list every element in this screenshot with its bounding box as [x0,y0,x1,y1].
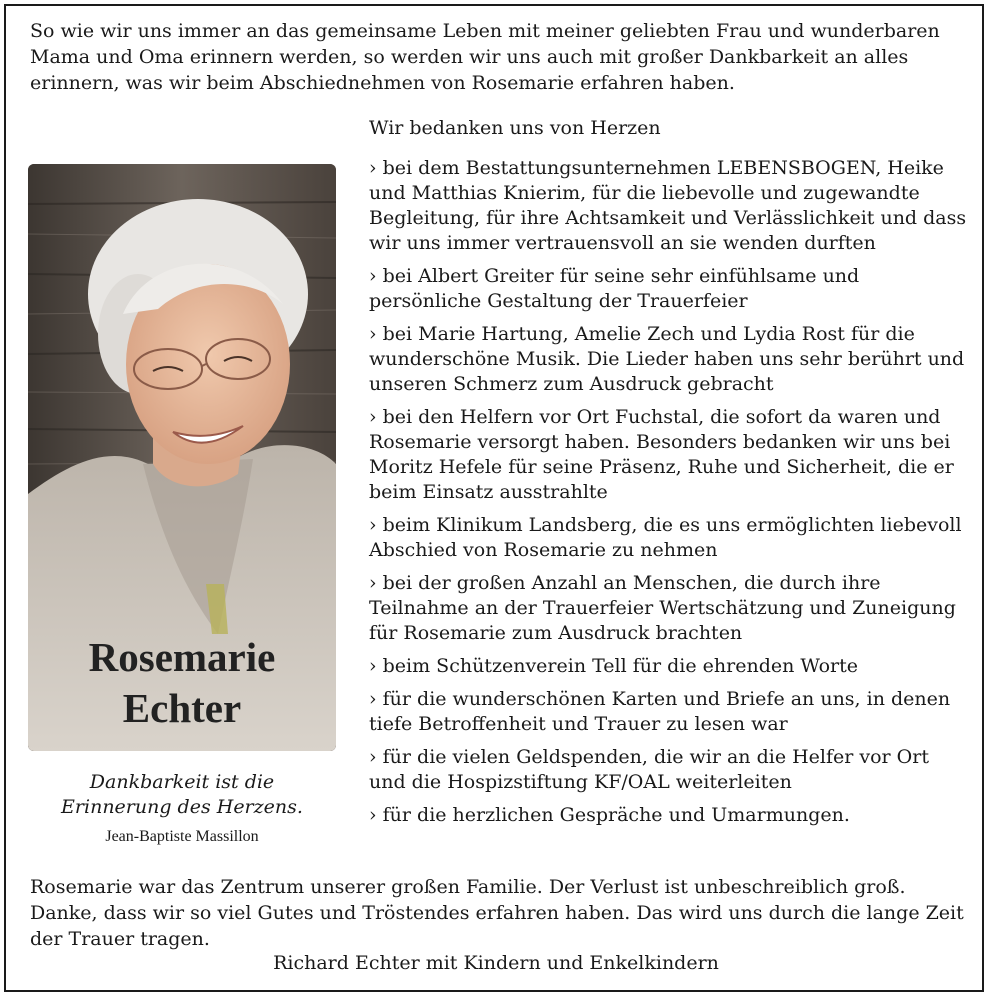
thanks-list [369,156,969,836]
memorial-quote [28,770,336,820]
signature: Richard Echter mit Kindern und Enkelkindern [273,952,719,974]
thanks-heading: Wir bedanken uns von Herzen [369,117,661,139]
thanks-item: › für die wunderschönen Karten und Briefe an uns, in denen tiefe Betroffenheit und Trauer zu lesen war [369,687,969,737]
quote-author: Jean-Baptiste Massillon [105,828,259,845]
thanks-item: › bei dem Bestattungsunternehmen LEBENSBOGEN, Heike und Matthias Knierim, für die liebevolle und zugewandte Begleitung, für ihre Achtsamkeit und Verlässlichkeit und dass wir uns immer vertrauensvoll an sie wenden durften [369,156,969,256]
thanks-item: › bei Albert Greiter für seine sehr einfühlsame und persönliche Gestaltung der Trauerfeier [369,264,969,314]
portrait-last-name: Echter [122,685,242,731]
portrait-photo [28,164,336,751]
closing-paragraph: Rosemarie war das Zentrum unserer großen Familie. Der Verlust ist unbeschreiblich groß. Danke, dass wir so viel Gutes und Tröstendes erfahren haben. Das wird uns durch die lange Zeit der Trauer tragen. [30,876,964,950]
intro-paragraph: So wie wir uns immer an das gemeinsame Leben mit meiner geliebten Frau und wunderbaren Mama und Oma erinnern werden, so werden wir uns auch mit großer Dankbarkeit an alles erinnern, was wir beim Abschiednehmen von Rosemarie erfahren haben. [30,20,940,94]
portrait-first-name: Rosemarie [88,634,276,680]
thanks-item: › bei der großen Anzahl an Menschen, die durch ihre Teilnahme an der Trauerfeier Wertschätzung und Zuneigung für Rosemarie zum Ausdruck brachten [369,571,969,646]
thanks-item: › bei den Helfern vor Ort Fuchstal, die sofort da waren und Rosemarie versorgt haben. Besonders bedanken wir uns bei Moritz Hefele für seine Präsenz, Ruhe und Sicherheit, die er beim Einsatz ausstrahlte [369,405,969,505]
quote-line: Dankbarkeit ist die [89,771,275,793]
thanks-item: › beim Klinikum Landsberg, die es uns ermöglichten liebevoll Abschied von Rosemarie zu nehmen [369,513,969,563]
thanks-item: › für die herzlichen Gespräche und Umarmungen. [369,803,969,828]
quote-line: Erinnerung des Herzens. [61,796,303,818]
thanks-item: › bei Marie Hartung, Amelie Zech und Lydia Rost für die wunderschöne Musik. Die Lieder haben uns sehr berührt und unseren Schmerz zum Ausdruck gebracht [369,322,969,397]
portrait-illustration [28,164,336,751]
thanks-item: › beim Schützenverein Tell für die ehrenden Worte [369,654,969,679]
thanks-item: › für die vielen Geldspenden, die wir an die Helfer vor Ort und die Hospizstiftung KF/OAL weiterleiten [369,745,969,795]
